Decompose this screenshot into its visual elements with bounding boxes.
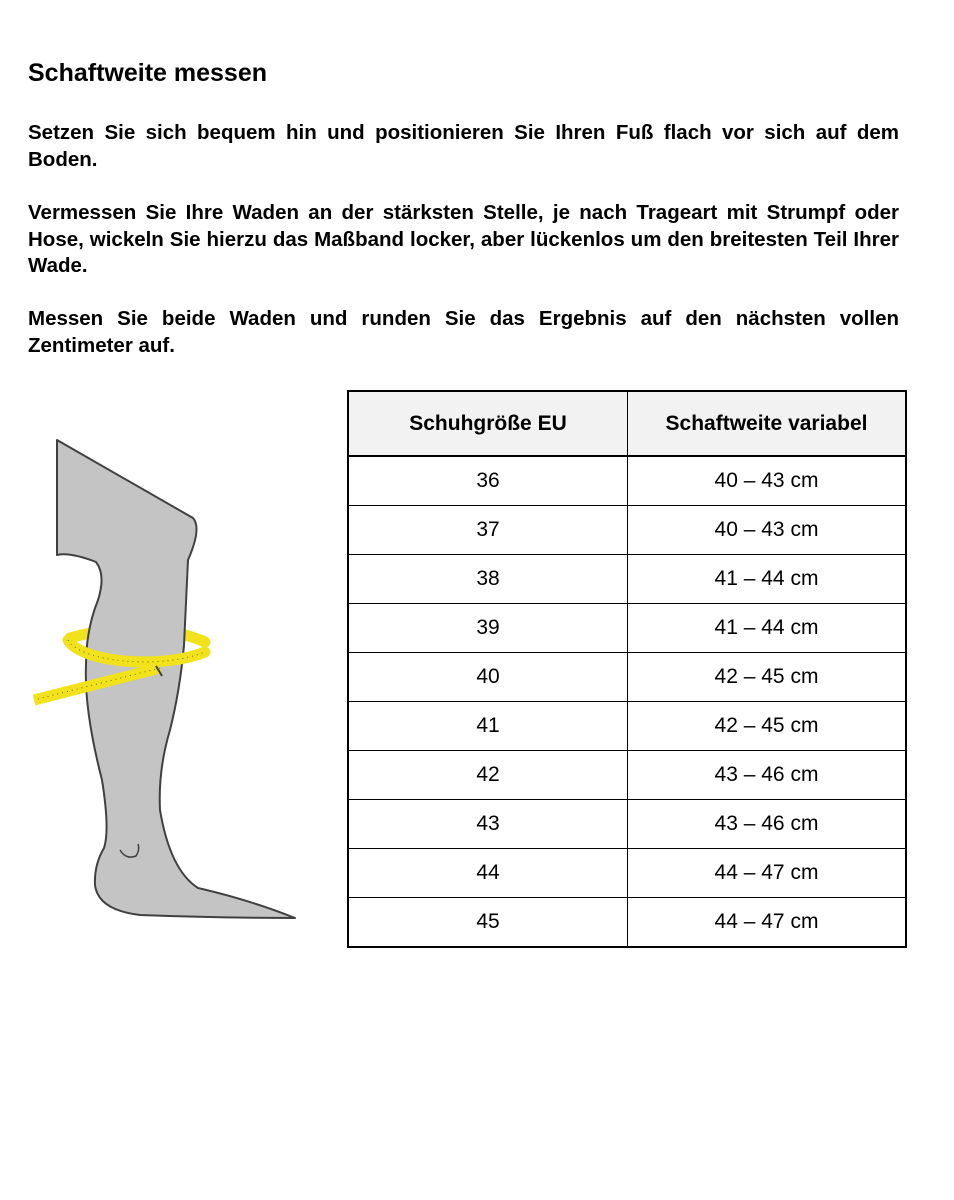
table-row — [348, 604, 906, 653]
cell-shaft-width: 41 – 44 cm — [628, 604, 907, 653]
cell-shoe-size: 38 — [348, 555, 628, 604]
table-row — [348, 849, 906, 898]
cell-shoe-size: 45 — [348, 898, 628, 948]
instruction-paragraph-measure: Vermessen Sie Ihre Waden an der stärksten Stelle, je nach Trageart mit Strumpf oder Hose, wickeln Sie hierzu das Maßband locker, aber lückenlos um den breitesten Teil Ihrer Wade. — [28, 201, 899, 277]
leg-with-measuring-tape-icon — [20, 430, 310, 930]
header-shaft-width: Schaftweite variabel — [628, 391, 907, 456]
page-title: Schaftweite messen — [28, 59, 267, 87]
instruction-paragraph-round: Messen Sie beide Waden und runden Sie das Ergebnis auf den nächsten vollen Zentimeter auf. — [28, 307, 899, 357]
table-row — [348, 751, 906, 800]
cell-shoe-size: 36 — [348, 456, 628, 506]
table-row — [348, 456, 906, 506]
cell-shoe-size: 44 — [348, 849, 628, 898]
cell-shoe-size: 40 — [348, 653, 628, 702]
cell-shoe-size: 43 — [348, 800, 628, 849]
cell-shaft-width: 40 – 43 cm — [628, 456, 907, 506]
table-row — [348, 653, 906, 702]
instruction-paragraph-sit: Setzen Sie sich bequem hin und positionieren Sie Ihren Fuß flach vor sich auf dem Boden. — [28, 121, 899, 171]
cell-shoe-size: 42 — [348, 751, 628, 800]
table-row — [348, 898, 906, 948]
table-row — [348, 702, 906, 751]
header-shoe-size: Schuhgröße EU — [348, 391, 628, 456]
table-row — [348, 506, 906, 555]
table-row — [348, 555, 906, 604]
cell-shaft-width: 44 – 47 cm — [628, 898, 907, 948]
cell-shoe-size: 39 — [348, 604, 628, 653]
cell-shaft-width: 40 – 43 cm — [628, 506, 907, 555]
cell-shoe-size: 41 — [348, 702, 628, 751]
table-header-row — [348, 391, 906, 456]
cell-shoe-size: 37 — [348, 506, 628, 555]
leg-shape — [57, 440, 295, 918]
table-row — [348, 800, 906, 849]
cell-shaft-width: 43 – 46 cm — [628, 800, 907, 849]
cell-shaft-width: 42 – 45 cm — [628, 702, 907, 751]
cell-shaft-width: 43 – 46 cm — [628, 751, 907, 800]
size-table — [347, 390, 907, 948]
cell-shaft-width: 44 – 47 cm — [628, 849, 907, 898]
cell-shaft-width: 42 – 45 cm — [628, 653, 907, 702]
cell-shaft-width: 41 – 44 cm — [628, 555, 907, 604]
